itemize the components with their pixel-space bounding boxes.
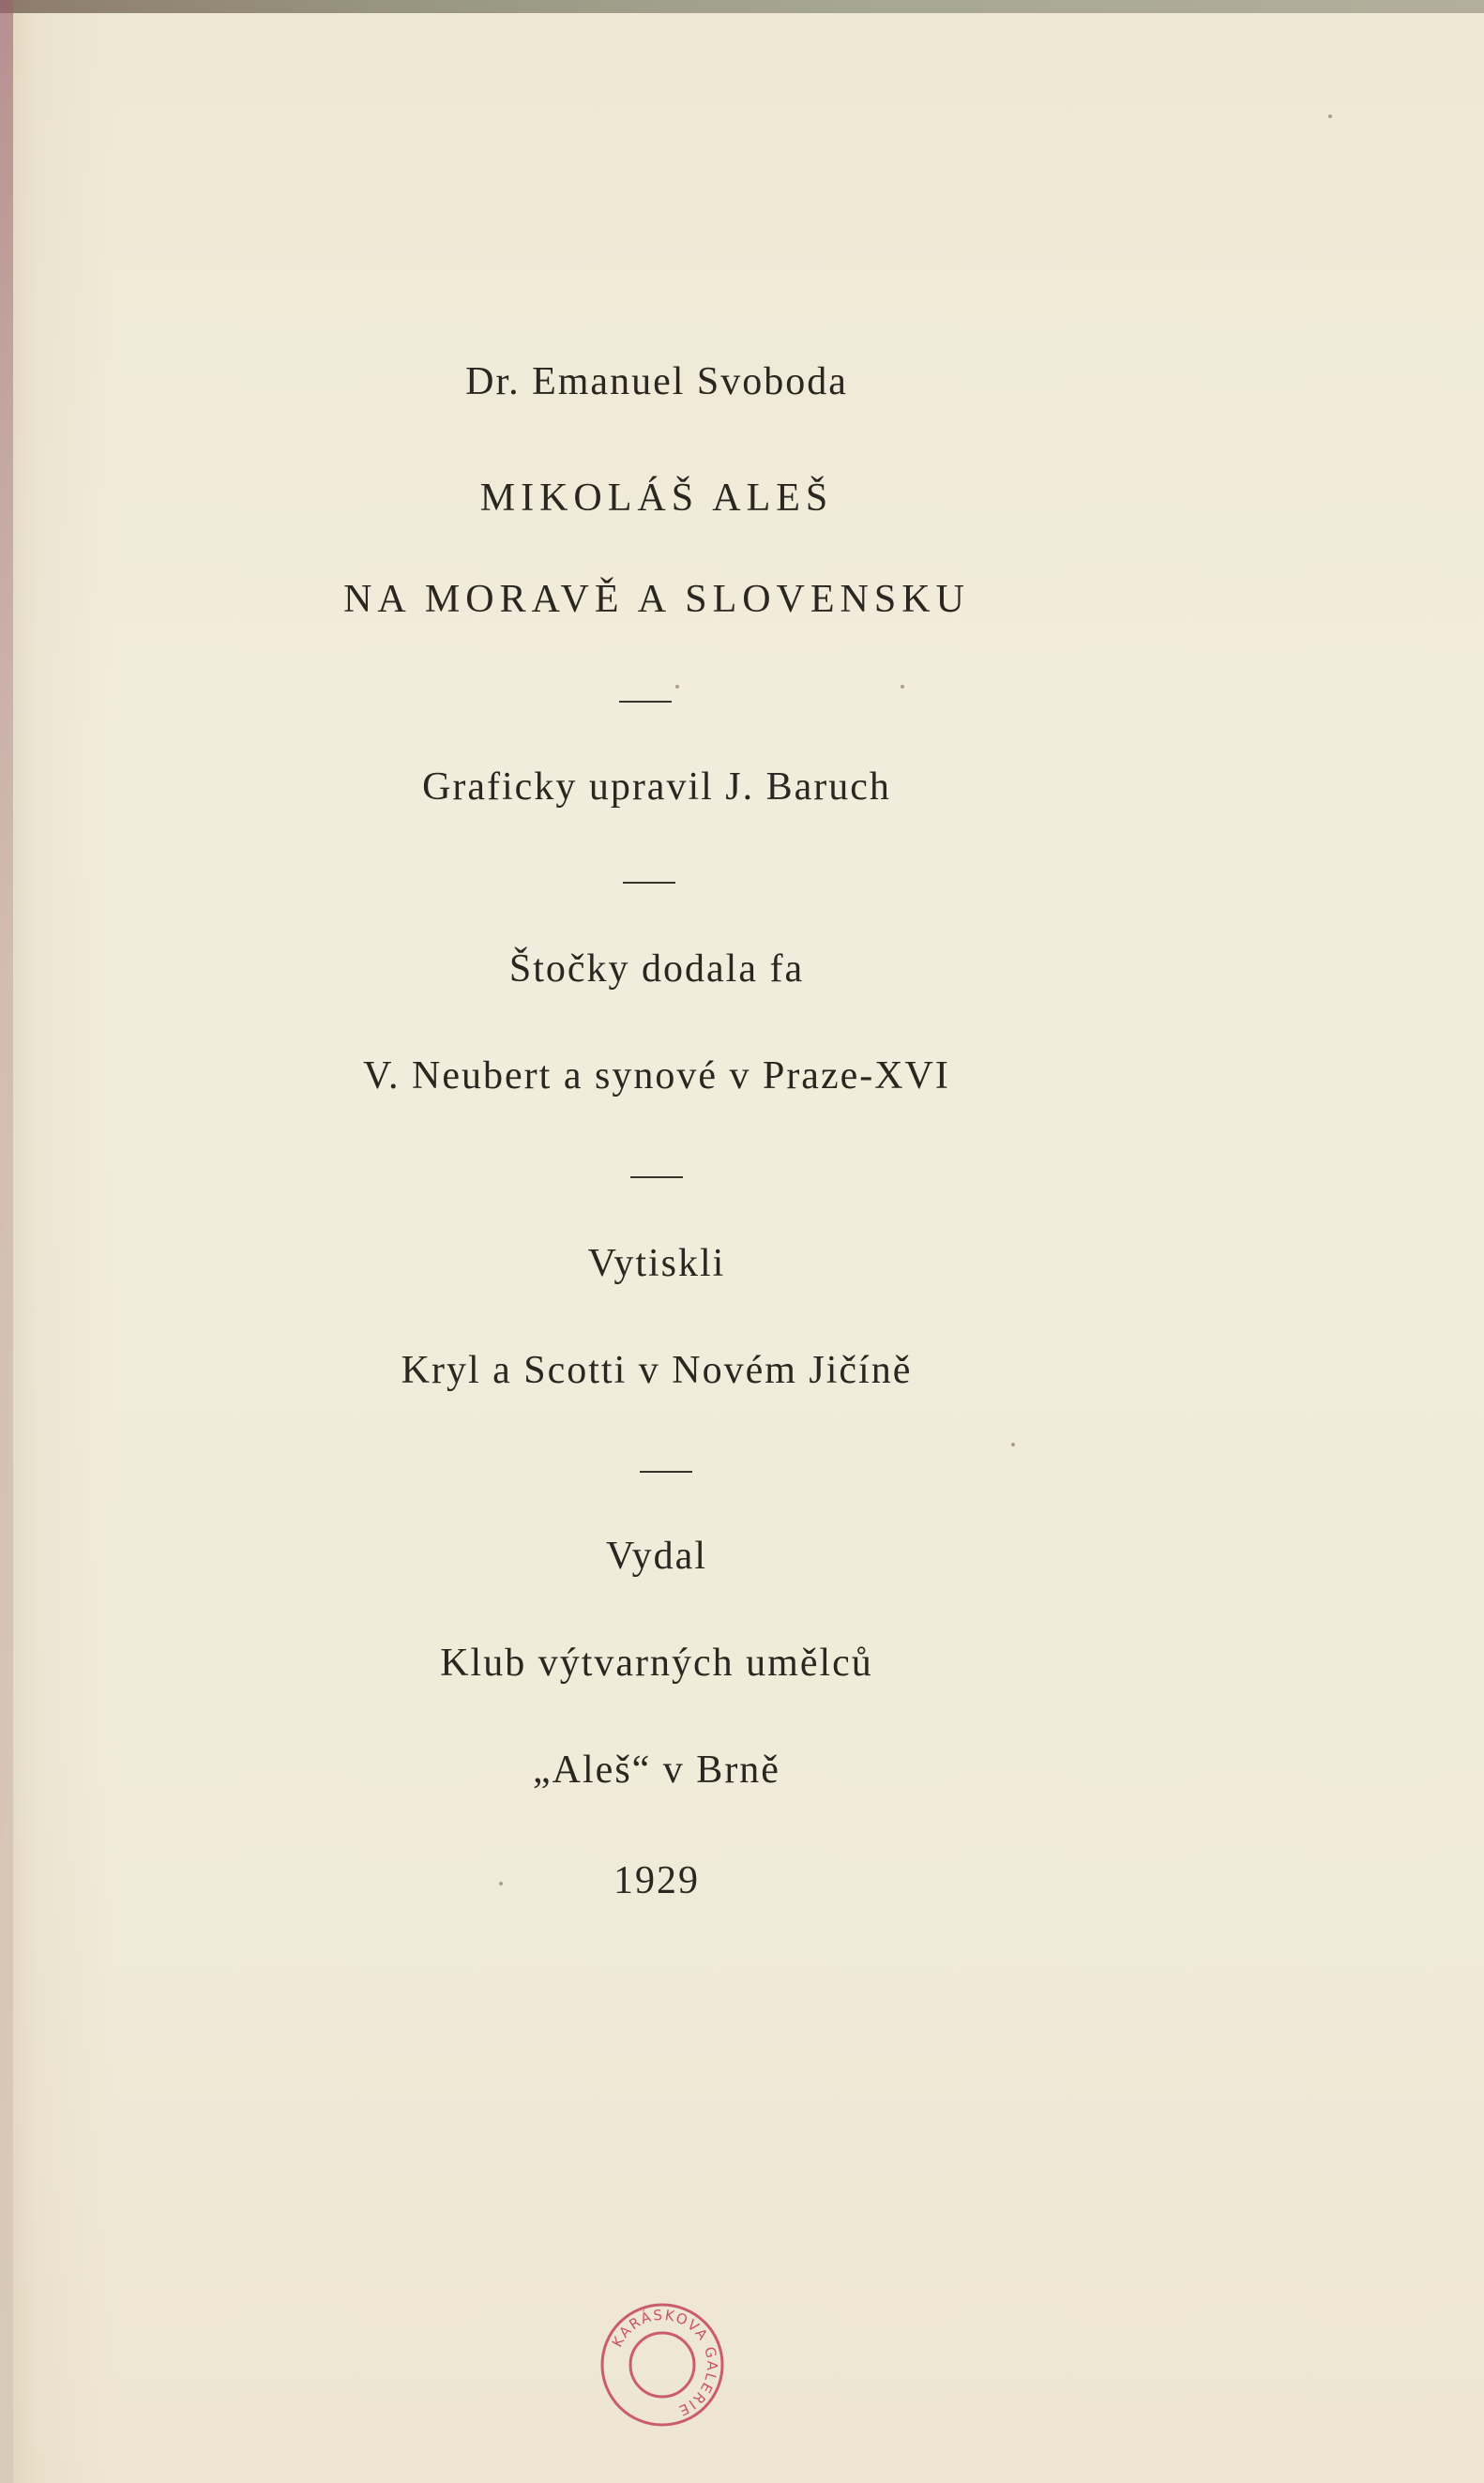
separator-dash [619,701,672,703]
separator-dash [623,882,675,884]
paper-speck [499,1882,503,1885]
publisher-line-1: Klub výtvarných umělců [440,1642,873,1685]
blocks-credit-line-1: Štočky dodala fa [508,947,805,991]
graphics-credit: Graficky upravil J. Baruch [422,765,891,809]
separator-dash [630,1176,683,1178]
paper-speck [1011,1443,1015,1446]
separator-dash [640,1471,692,1473]
stamp-text: KARÁSKOVA GALERIE [608,2306,721,2420]
printer-name: Kryl a Scotti v Novém Jičíně [401,1349,913,1392]
title-line-1: MIKOLÁŠ ALEŠ [479,477,834,520]
paper-speck [1328,114,1332,118]
paper-speck [675,685,679,689]
publisher-line-2: „Aleš“ v Brně [533,1749,780,1792]
blocks-credit-line-2: V. Neubert a synové v Praze-XVI [363,1054,950,1098]
title-line-2: NA MORAVĚ A SLOVENSKU [343,578,970,621]
published-by-label: Vydal [606,1535,707,1578]
svg-text:KARÁSKOVA GALERIE [609,2307,720,2420]
printed-by-label: Vytiskli [587,1242,726,1285]
author-name: Dr. Emanuel Svoboda [465,360,848,403]
publication-year: 1929 [613,1859,700,1902]
library-stamp [596,2298,729,2431]
paper-speck [901,685,904,689]
